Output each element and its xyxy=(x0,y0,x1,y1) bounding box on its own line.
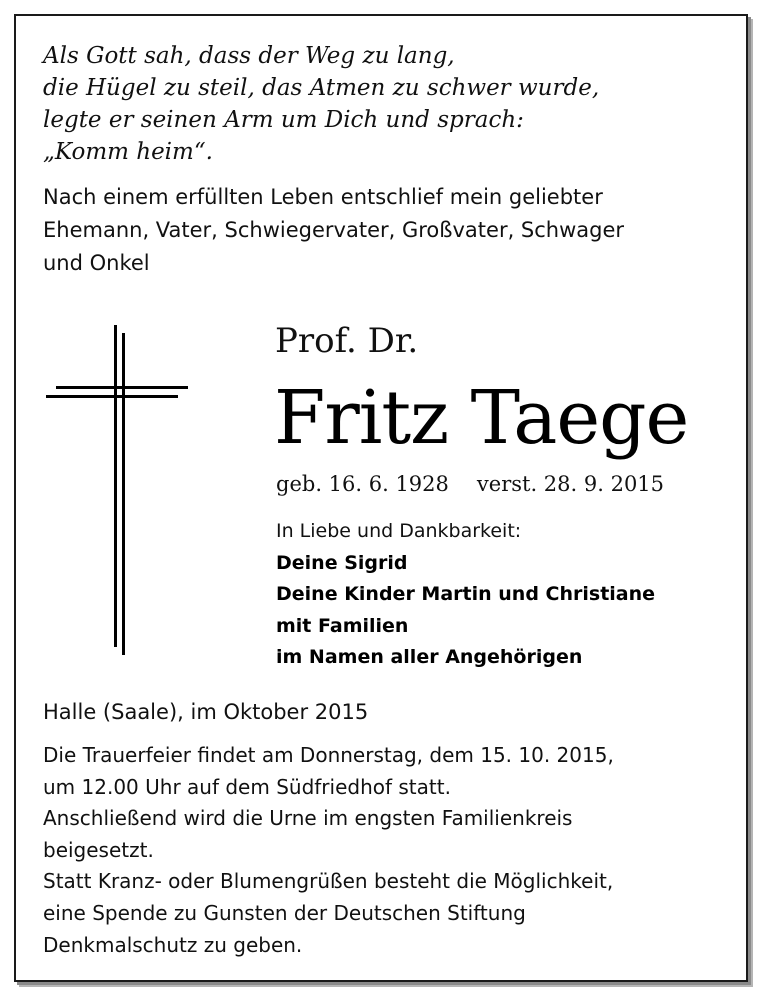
cross-vertical-bar xyxy=(122,333,125,655)
intro-line: Nach einem erfüllten Leben entschlief mein geliebter xyxy=(43,185,603,209)
life-dates xyxy=(276,468,664,500)
poem xyxy=(43,40,743,168)
funeral-line: eine Spende zu Gunsten der Deutschen Stiftung xyxy=(43,900,526,925)
intro-line: und Onkel xyxy=(43,251,150,275)
funeral-line: Statt Kranz- oder Blumengrüßen besteht die Möglichkeit, xyxy=(43,869,614,894)
poem-line: Als Gott sah, dass der Weg zu lang, xyxy=(43,43,455,69)
mourner-line: Deine Kinder Martin und Christiane xyxy=(276,583,656,605)
cross-horizontal-bar xyxy=(56,386,188,389)
intro-text xyxy=(43,181,743,280)
academic-title: Prof. Dr. xyxy=(275,321,419,361)
funeral-line: Die Trauerfeier findet am Donnerstag, dem 15. 10. 2015, xyxy=(43,743,614,767)
deceased-name: Fritz Taege xyxy=(274,375,689,461)
birth-date: geb. 16. 6. 1928 xyxy=(276,472,449,496)
mourners-intro: In Liebe und Dankbarkeit: xyxy=(276,520,522,542)
mourner-line: Deine Sigrid xyxy=(276,551,408,574)
poem-line: legte er seinen Arm um Dich und sprach: xyxy=(43,107,524,133)
death-date: verst. 28. 9. 2015 xyxy=(476,472,665,496)
poem-line: die Hügel zu steil, das Atmen zu schwer wurde, xyxy=(43,75,600,101)
funeral-line: beigesetzt. xyxy=(43,837,154,862)
poem-line: „Komm heim“. xyxy=(43,139,213,165)
place-date: Halle (Saale), im Oktober 2015 xyxy=(43,700,369,724)
mourner-line: mit Familien xyxy=(276,614,409,637)
funeral-details xyxy=(43,740,743,961)
funeral-line: Anschließend wird die Urne im engsten Familienkreis xyxy=(43,806,573,831)
mourner-line: im Namen aller Angehörigen xyxy=(276,646,583,668)
mourners-block xyxy=(276,516,655,674)
cross-icon xyxy=(42,325,192,655)
cross-vertical-bar xyxy=(114,325,117,647)
funeral-line: um 12.00 Uhr auf dem Südfriedhof statt. xyxy=(43,774,451,799)
cross-horizontal-bar xyxy=(46,395,178,398)
intro-line: Ehemann, Vater, Schwiegervater, Großvater, Schwager xyxy=(43,218,625,242)
funeral-line: Denkmalschutz zu geben. xyxy=(43,932,303,957)
